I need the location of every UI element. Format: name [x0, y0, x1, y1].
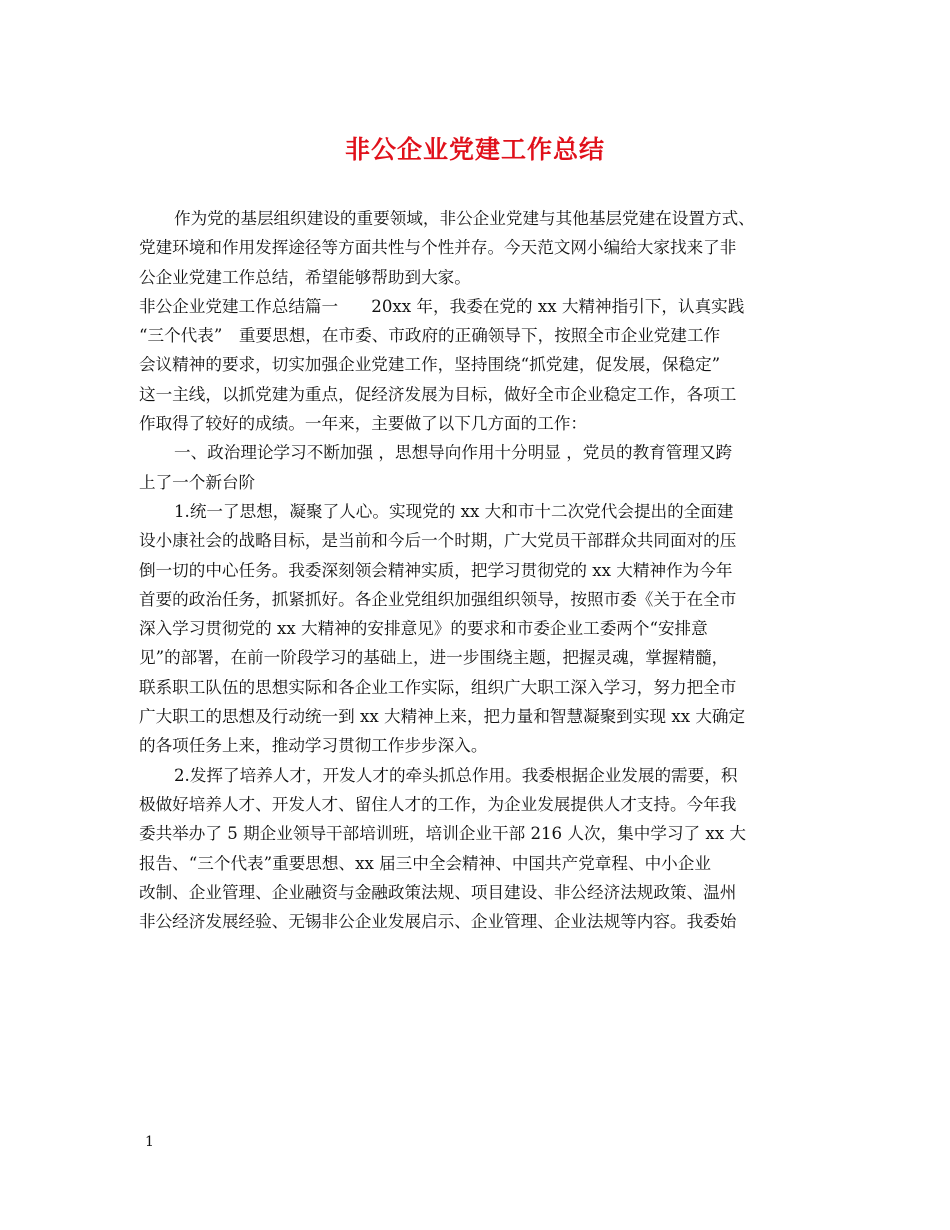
text-line: 会议精神的要求，切实加强企业党建工作，坚持围绕“抓党建，促发展，保稳定” — [139, 355, 721, 375]
text-line: 见”的部署，在前一阶段学习的基础上，进一步围绕主题，把握灵魂，掌握精髓， — [139, 648, 729, 668]
text-line: 上了一个新台阶 — [139, 472, 256, 492]
text-line: 报告、“三个代表”重要思想、xx 届三中全会精神、中国共产党章程、中小企业 — [139, 853, 711, 873]
text-line: 作取得了较好的成绩。一年来，主要做了以下几方面的工作： — [139, 414, 588, 434]
text-line: 这一主线，以抓党建为重点，促经济发展为目标，做好全市企业稳定工作，各项工 — [139, 384, 737, 404]
text-line: 1.统一了思想，凝聚了人心。实现党的 xx 大和市十二次党代会提出的全面建 — [174, 501, 734, 521]
text-line: 广大职工的思想及行动统一到 xx 大精神上来，把力量和智慧凝聚到实现 xx 大确定 — [139, 707, 746, 727]
text-line: 非公企业党建工作总结篇一 20xx 年，我委在党的 xx 大精神指引下，认真实践 — [139, 296, 745, 316]
text-line: 公企业党建工作总结，希望能够帮助到大家。 — [139, 267, 471, 287]
text-line: 一、政治理论学习不断加强 ，思想导向作用十分明显 ，党员的教育管理又跨 — [174, 443, 733, 463]
text-line: 设小康社会的战略目标，是当前和今后一个时期，广大党员干部群众共同面对的压 — [139, 531, 737, 551]
text-line: 改制、企业管理、企业融资与金融政策法规、项目建设、非公经济法规政策、温州 — [139, 882, 737, 902]
text-line: 党建环境和作用发挥途径等方面共性与个性并存。今天范文网小编给大家找来了非 — [139, 238, 737, 258]
text-line: “三个代表” 重要思想，在市委、市政府的正确领导下，按照全市企业党建工作 — [139, 326, 721, 346]
text-line: 委共举办了 5 期企业领导干部培训班，培训企业干部 216 人次，集中学习了 xx 大 — [139, 824, 746, 844]
text-line: 的各项任务上来，推动学习贯彻工作步步深入。 — [139, 736, 488, 756]
text-line: 2.发挥了培养人才，开发人才的牵头抓总作用。我委根据企业发展的需要，积 — [174, 765, 738, 785]
text-line: 倒一切的中心任务。我委深刻领会精神实质，把学习贯彻党的 xx 大精神作为今年 — [139, 560, 733, 580]
document-title: 非公企业党建工作总结 — [344, 135, 605, 164]
text-line: 深入学习贯彻党的 xx 大精神的安排意见》的要求和市委企业工委两个“安排意 — [139, 619, 708, 639]
text-line: 作为党的基层组织建设的重要领域，非公企业党建与其他基层党建在设置方式、 — [174, 209, 755, 228]
document-body — [139, 204, 811, 936]
text-line: 首要的政治任务，抓紧抓好。各企业党组织加强组织领导，按照市委《关于在全市 — [139, 589, 737, 609]
page-number: 1 — [145, 1134, 154, 1150]
text-line: 联系职工队伍的思想实际和各企业工作实际，组织广大职工深入学习，努力把全市 — [139, 677, 737, 697]
text-line: 极做好培养人才、开发人才、留住人才的工作，为企业发展提供人才支持。今年我 — [139, 794, 737, 814]
text-line: 非公经济发展经验、无锡非公企业发展启示、企业管理、企业法规等内容。我委始 — [139, 912, 737, 932]
